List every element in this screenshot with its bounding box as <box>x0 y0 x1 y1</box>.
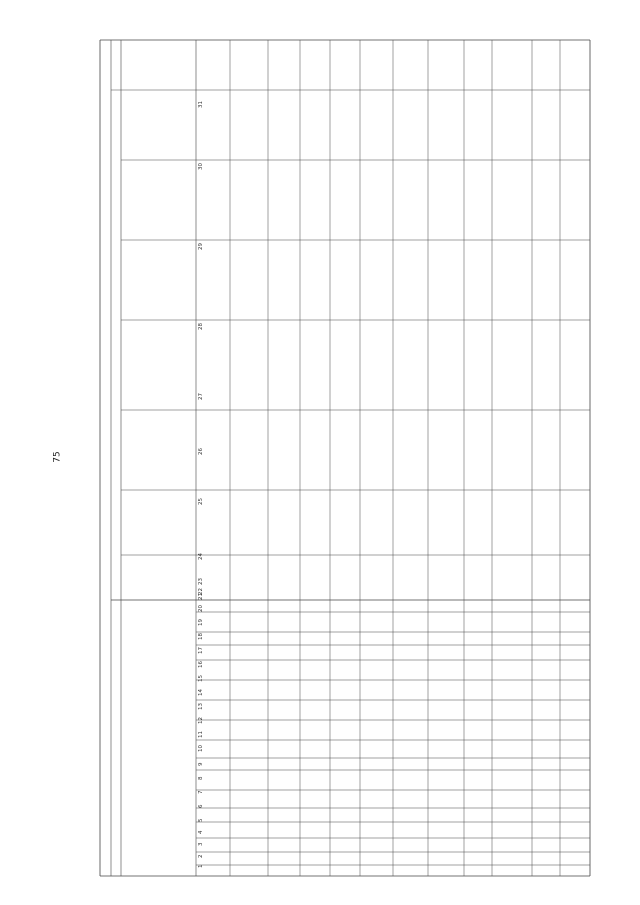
column-number: 15 <box>198 675 204 682</box>
column-number: 30 <box>198 163 204 170</box>
column-number: 9 <box>198 762 204 766</box>
column-number: 16 <box>198 661 204 668</box>
column-number: 1 <box>198 864 204 868</box>
column-number: 22 <box>198 588 204 595</box>
column-number: 17 <box>198 647 204 654</box>
column-number: 12 <box>198 717 204 724</box>
column-number: 2 <box>198 854 204 858</box>
page-number: 75 <box>52 451 63 463</box>
column-number: 19 <box>198 619 204 626</box>
column-number: 27 <box>198 393 204 400</box>
column-number: 31 <box>198 101 204 108</box>
column-number: 8 <box>198 776 204 780</box>
column-number: 6 <box>198 804 204 808</box>
column-number: 28 <box>198 323 204 330</box>
column-number: 7 <box>198 790 204 794</box>
column-number: 24 <box>198 553 204 560</box>
column-number: 11 <box>198 731 204 738</box>
column-number: 4 <box>198 830 204 834</box>
column-number: 25 <box>198 498 204 505</box>
column-number: 3 <box>198 842 204 846</box>
column-number: 26 <box>198 448 204 455</box>
column-number: 10 <box>198 745 204 752</box>
column-number: 13 <box>198 703 204 710</box>
column-number: 20 <box>198 605 204 612</box>
column-number: 23 <box>198 578 204 585</box>
column-number: 21 <box>198 593 204 600</box>
column-number: 29 <box>198 243 204 250</box>
column-number: 5 <box>198 818 204 822</box>
column-number: 18 <box>198 633 204 640</box>
column-number: 14 <box>198 689 204 696</box>
